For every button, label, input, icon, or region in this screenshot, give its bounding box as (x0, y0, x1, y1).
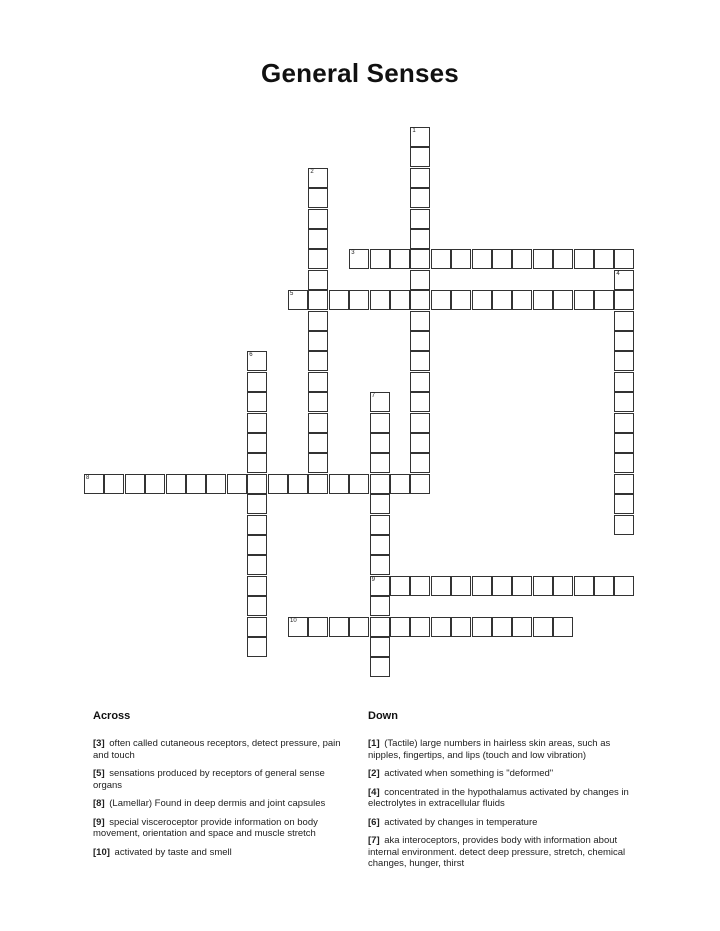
grid-cell[interactable] (431, 617, 451, 637)
grid-cell[interactable] (247, 351, 267, 371)
grid-cell[interactable] (410, 372, 430, 392)
grid-cell[interactable] (512, 290, 532, 310)
down-clues (368, 710, 630, 877)
grid-cell[interactable] (370, 249, 390, 269)
grid-cell[interactable] (308, 474, 328, 494)
clue-text: (Tactile) large numbers in hairless skin areas, such as nipples, fingertips, and lips (touch and low vibration) (368, 738, 611, 761)
grid-cell[interactable] (308, 229, 328, 249)
grid-cell[interactable] (614, 372, 634, 392)
cell-number: 9 (371, 576, 375, 583)
grid-cell[interactable] (370, 515, 390, 535)
grid-cell[interactable] (574, 249, 594, 269)
grid-cell[interactable] (247, 413, 267, 433)
grid-cell[interactable] (390, 617, 410, 637)
grid-cell[interactable] (594, 249, 614, 269)
grid-cell[interactable] (614, 351, 634, 371)
grid-cell[interactable] (410, 433, 430, 453)
grid-cell[interactable] (206, 474, 226, 494)
grid-cell[interactable] (410, 209, 430, 229)
clue-text: activated when something is "deformed" (384, 768, 554, 779)
across-clue (93, 798, 343, 810)
grid-cell[interactable] (308, 188, 328, 208)
grid-cell[interactable] (614, 453, 634, 473)
grid-cell[interactable] (451, 249, 471, 269)
grid-cell[interactable] (308, 209, 328, 229)
grid-cell[interactable] (614, 494, 634, 514)
grid-cell[interactable] (247, 494, 267, 514)
grid-cell[interactable] (410, 249, 430, 269)
grid-cell[interactable] (308, 168, 328, 188)
grid-cell[interactable] (370, 392, 390, 412)
clue-number: [9] (93, 816, 105, 828)
grid-cell[interactable] (288, 474, 308, 494)
clue-text: activated by taste and smell (114, 846, 232, 858)
grid-cell[interactable] (614, 249, 634, 269)
grid-cell[interactable] (614, 413, 634, 433)
clue-text: concentrated in the hypothalamus activated by changes in electrolytes in extracellular fluids (368, 786, 629, 809)
grid-cell[interactable] (247, 596, 267, 616)
grid-cell[interactable] (308, 311, 328, 331)
grid-cell[interactable] (247, 555, 267, 575)
clue-number: [10] (93, 846, 110, 858)
clue-number: [5] (93, 768, 105, 779)
grid-cell[interactable] (329, 474, 349, 494)
grid-cell[interactable] (410, 351, 430, 371)
puzzle-title: General Senses (261, 58, 459, 88)
grid-cell[interactable] (553, 290, 573, 310)
grid-cell[interactable] (370, 413, 390, 433)
cell-number: 3 (351, 250, 355, 257)
cell-number: 5 (290, 291, 294, 298)
grid-cell[interactable] (247, 392, 267, 412)
cell-number: 2 (310, 168, 314, 175)
grid-cell[interactable] (472, 617, 492, 637)
grid-cell[interactable] (329, 290, 349, 310)
grid-cell[interactable] (410, 576, 430, 596)
grid-cell[interactable] (614, 392, 634, 412)
grid-cell[interactable] (247, 453, 267, 473)
grid-cell[interactable] (247, 617, 267, 637)
grid-cell[interactable] (614, 311, 634, 331)
down-clue (368, 787, 630, 810)
clue-text: aka interoceptors, provides body with information about internal environment. detect deep pressure, stretch, chemical changes, hunger, thirst (368, 835, 626, 869)
grid-cell[interactable] (410, 617, 430, 637)
grid-cell[interactable] (512, 617, 532, 637)
down-clue (368, 738, 630, 761)
clue-number: [6] (368, 816, 380, 828)
grid-cell[interactable] (349, 617, 369, 637)
grid-cell[interactable] (247, 474, 267, 494)
grid-cell[interactable] (308, 290, 328, 310)
cell-number: 1 (412, 128, 416, 134)
grid-cell[interactable] (145, 474, 165, 494)
grid-cell[interactable] (349, 290, 369, 310)
across-heading: Across (93, 710, 131, 722)
grid-cell[interactable] (329, 617, 349, 637)
down-heading: Down (368, 710, 398, 722)
grid-cell[interactable] (553, 249, 573, 269)
grid-cell[interactable] (308, 617, 328, 637)
grid-cell[interactable] (370, 535, 390, 555)
grid-cell[interactable] (410, 331, 430, 351)
grid-cell[interactable] (370, 576, 390, 596)
grid-cell[interactable] (247, 515, 267, 535)
grid-cell[interactable] (472, 290, 492, 310)
grid-cell[interactable] (349, 249, 369, 269)
grid-cell[interactable] (288, 290, 308, 310)
clue-text: sensations produced by receptors of general sense organs (93, 768, 325, 791)
clue-text: often called cutaneous receptors, detect pressure, pain and touch (93, 738, 341, 761)
grid-cell[interactable] (227, 474, 247, 494)
grid-cell[interactable] (492, 617, 512, 637)
grid-cell[interactable] (370, 474, 390, 494)
grid-cell[interactable] (410, 188, 430, 208)
grid-cell[interactable] (308, 372, 328, 392)
grid-cell[interactable] (574, 290, 594, 310)
grid-cell[interactable] (247, 372, 267, 392)
grid-cell[interactable] (533, 617, 553, 637)
grid-cell[interactable] (370, 617, 390, 637)
clue-text: activated by changes in temperature (384, 816, 538, 828)
grid-cell[interactable] (308, 331, 328, 351)
down-clue (368, 817, 630, 829)
grid-cell[interactable] (614, 433, 634, 453)
grid-cell[interactable] (308, 453, 328, 473)
grid-cell[interactable] (370, 596, 390, 616)
cell-number: 8 (86, 474, 90, 481)
cell-number: 6 (249, 352, 253, 359)
grid-cell[interactable] (370, 494, 390, 514)
cell-number: 7 (371, 393, 375, 400)
across-clue (93, 738, 343, 761)
grid-cell[interactable] (370, 555, 390, 575)
grid-cell[interactable] (472, 576, 492, 596)
grid-cell[interactable] (308, 392, 328, 412)
grid-cell[interactable] (125, 474, 145, 494)
grid-cell[interactable] (614, 474, 634, 494)
grid-cell[interactable] (614, 576, 634, 596)
grid-cell[interactable] (410, 392, 430, 412)
across-clue (93, 817, 343, 840)
clue-number: [2] (368, 768, 380, 779)
grid-cell[interactable] (247, 576, 267, 596)
clue-number: [8] (93, 798, 105, 809)
grid-cell[interactable] (288, 617, 308, 637)
grid-cell[interactable] (308, 270, 328, 290)
grid-cell[interactable] (410, 311, 430, 331)
grid-cell[interactable] (614, 290, 634, 310)
grid-cell[interactable] (410, 290, 430, 310)
grid-cell[interactable] (512, 249, 532, 269)
grid-cell[interactable] (431, 249, 451, 269)
grid-cell[interactable] (431, 290, 451, 310)
across-clue (93, 768, 343, 791)
grid-cell[interactable] (247, 535, 267, 555)
grid-cell[interactable] (574, 576, 594, 596)
grid-cell[interactable] (247, 637, 267, 657)
grid-cell[interactable] (308, 413, 328, 433)
grid-cell[interactable] (84, 474, 104, 494)
grid-cell[interactable] (451, 617, 471, 637)
grid-cell[interactable] (104, 474, 124, 494)
grid-cell[interactable] (268, 474, 288, 494)
grid-cell[interactable] (308, 351, 328, 371)
grid-cell[interactable] (492, 576, 512, 596)
grid-cell[interactable] (451, 576, 471, 596)
grid-cell[interactable] (512, 576, 532, 596)
grid-cell[interactable] (533, 249, 553, 269)
grid-cell[interactable] (370, 657, 390, 677)
grid-cell[interactable] (614, 331, 634, 351)
across-clue (93, 847, 343, 859)
grid-cell[interactable] (614, 270, 634, 290)
grid-cell[interactable] (533, 290, 553, 310)
grid-cell[interactable] (451, 290, 471, 310)
grid-cell[interactable] (247, 433, 267, 453)
grid-cell[interactable] (472, 249, 492, 269)
grid-cell[interactable] (390, 474, 410, 494)
grid-cell[interactable] (186, 474, 206, 494)
grid-cell[interactable] (553, 576, 573, 596)
clue-number: [3] (93, 738, 105, 749)
across-clues (93, 710, 343, 865)
grid-cell[interactable] (410, 474, 430, 494)
grid-cell[interactable] (492, 249, 512, 269)
grid-cell[interactable] (594, 290, 614, 310)
cell-number: 10 (290, 617, 297, 624)
grid-cell[interactable] (410, 147, 430, 167)
clue-text: (Lamellar) Found in deep dermis and joint capsules (109, 798, 326, 809)
clue-number: [1] (368, 738, 380, 749)
clue-number: [7] (368, 835, 380, 846)
grid-cell[interactable] (594, 576, 614, 596)
grid-cell[interactable] (308, 249, 328, 269)
grid-cell[interactable] (410, 127, 430, 147)
grid-cell[interactable] (553, 617, 573, 637)
grid-cell[interactable] (390, 576, 410, 596)
down-clue (368, 768, 630, 780)
clue-number: [4] (368, 786, 380, 798)
grid-cell[interactable] (349, 474, 369, 494)
grid-cell[interactable] (410, 413, 430, 433)
grid-cell[interactable] (370, 453, 390, 473)
grid-cell[interactable] (166, 474, 186, 494)
grid-cell[interactable] (533, 576, 553, 596)
grid-cell[interactable] (390, 249, 410, 269)
cell-number: 4 (616, 270, 620, 277)
grid-cell[interactable] (410, 270, 430, 290)
grid-cell[interactable] (308, 433, 328, 453)
grid-cell[interactable] (410, 229, 430, 249)
grid-cell[interactable] (370, 290, 390, 310)
grid-cell[interactable] (370, 637, 390, 657)
grid-cell[interactable] (410, 168, 430, 188)
clue-text: special visceroceptor provide information on body movement, orientation and space and muscle stretch (93, 816, 318, 839)
grid-cell[interactable] (410, 453, 430, 473)
grid-cell[interactable] (390, 290, 410, 310)
grid-cell[interactable] (370, 433, 390, 453)
grid-cell[interactable] (492, 290, 512, 310)
grid-cell[interactable] (614, 515, 634, 535)
grid-cell[interactable] (431, 576, 451, 596)
down-clue (368, 835, 630, 870)
